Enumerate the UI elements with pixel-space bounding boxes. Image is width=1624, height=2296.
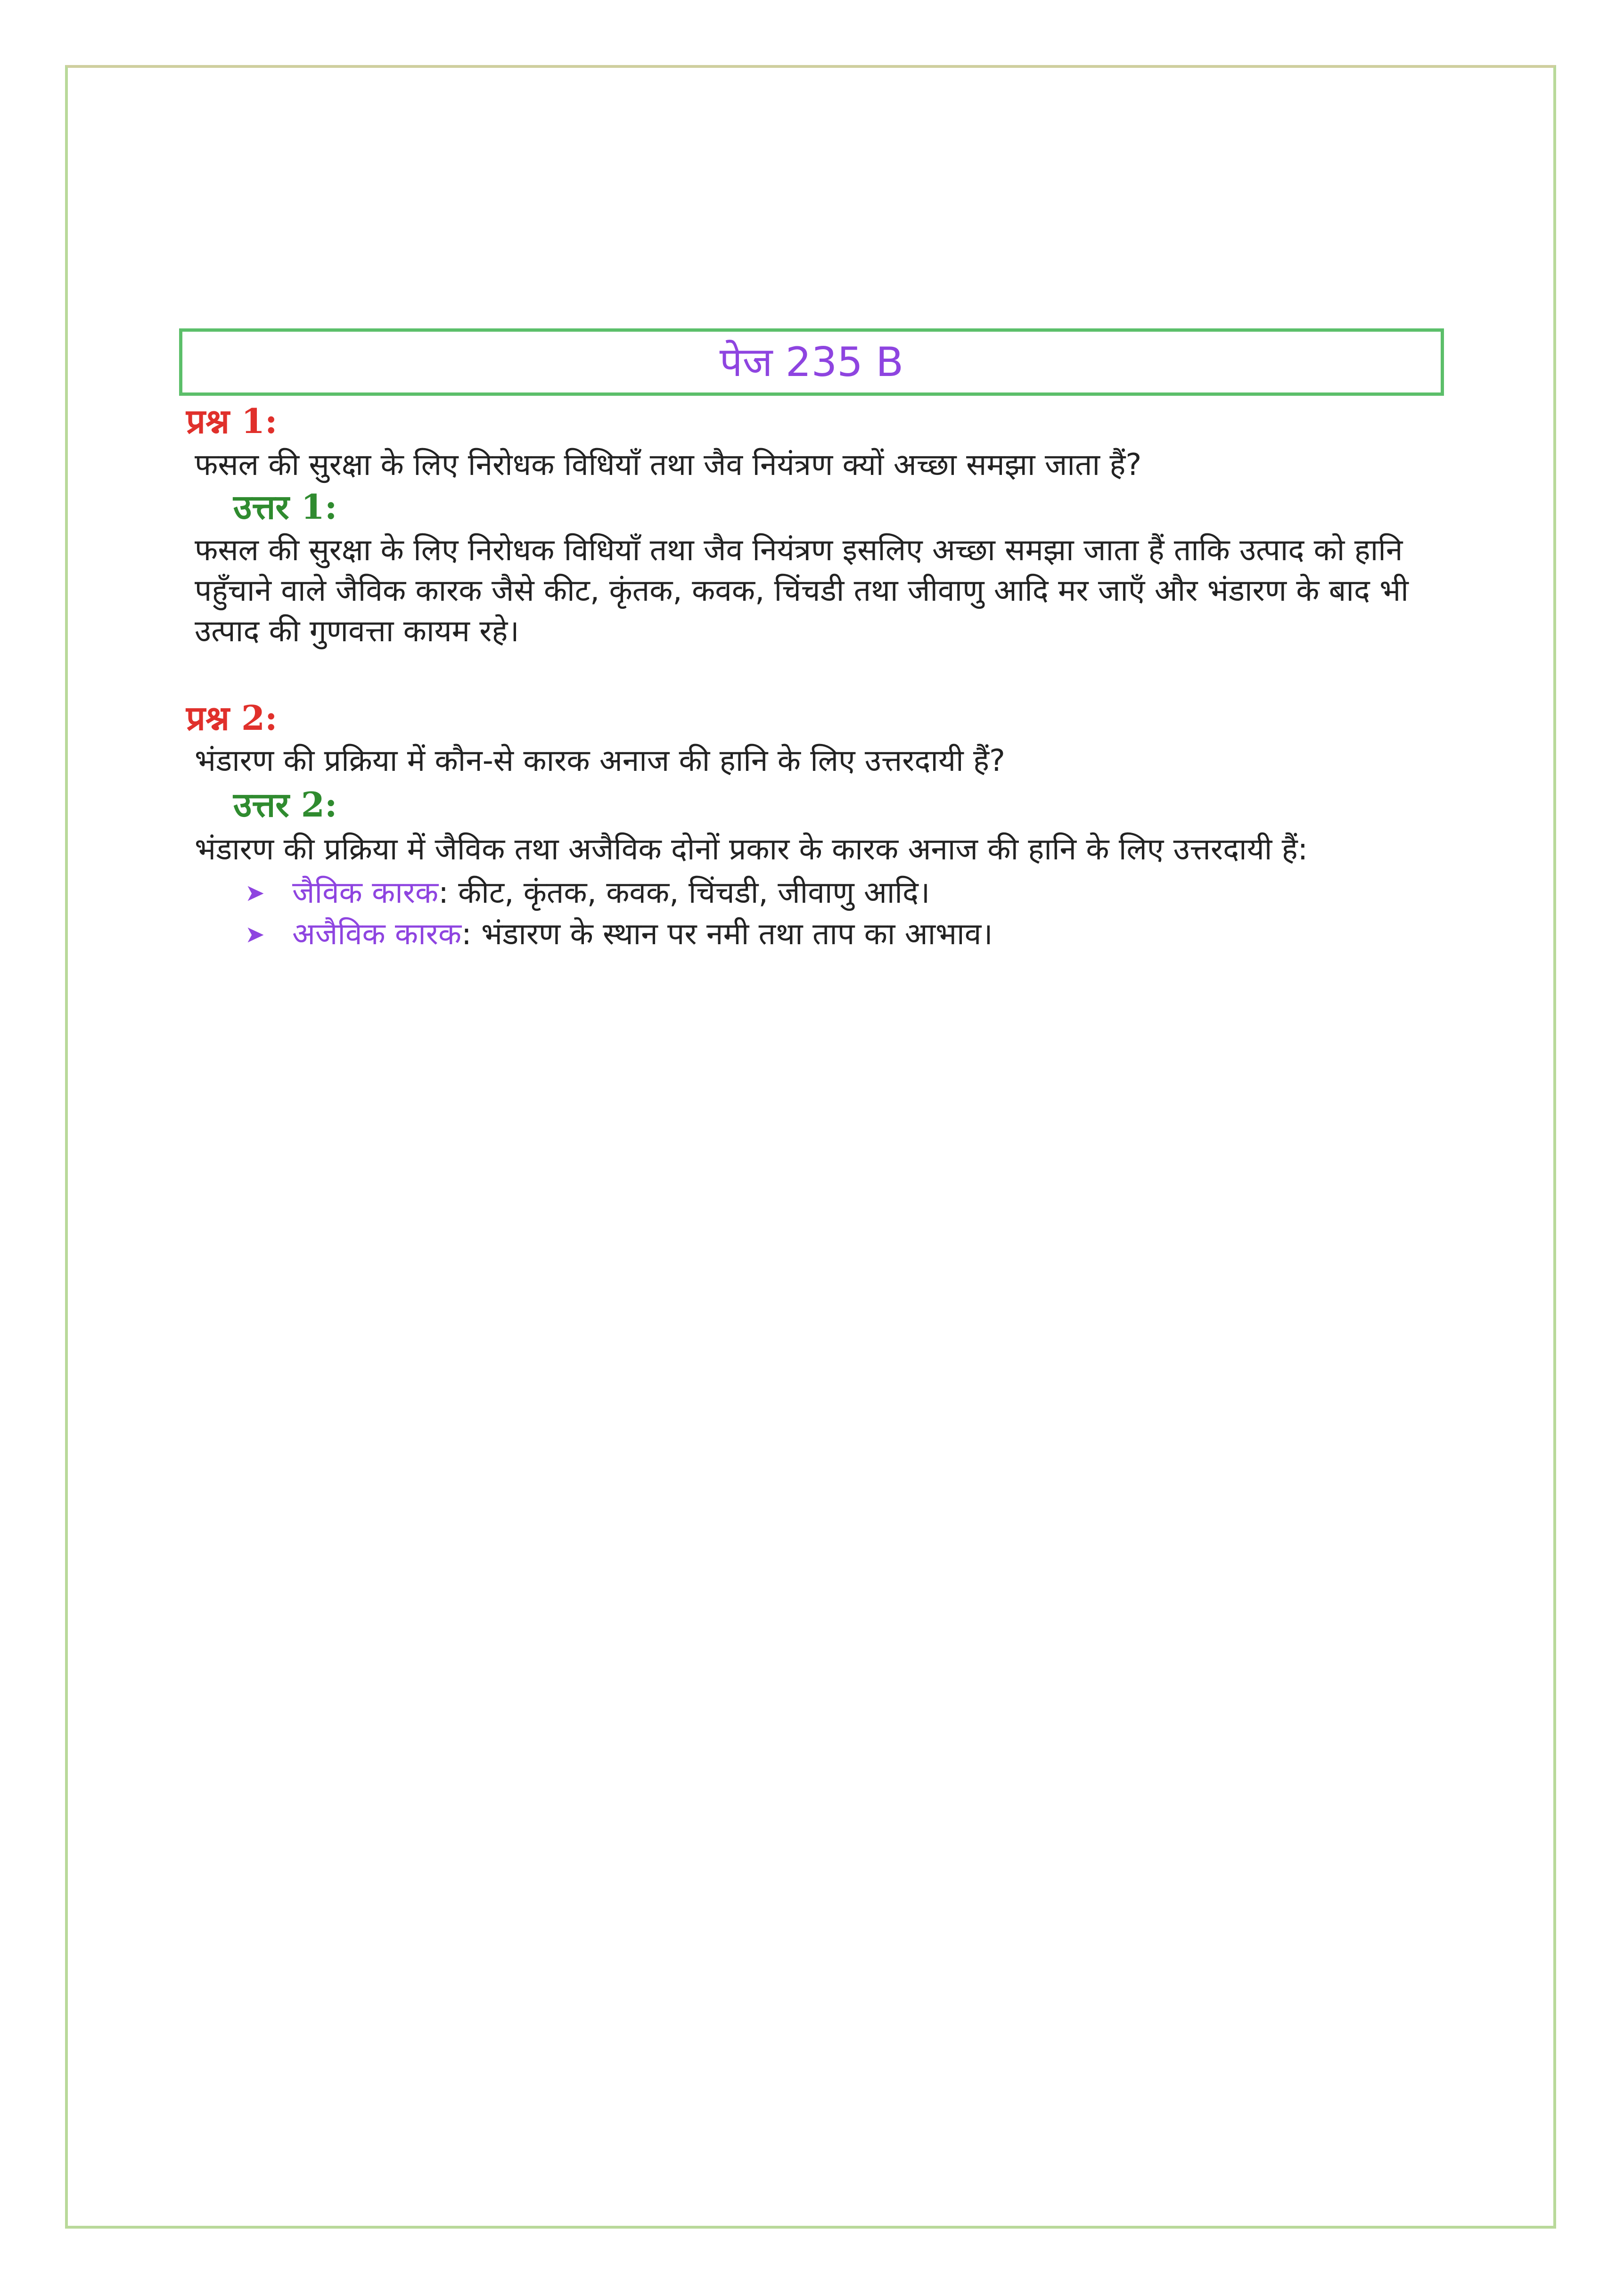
question-1-label: प्रश्न 1: (186, 401, 278, 441)
question-2-label: प्रश्न 2: (186, 698, 278, 738)
bullet-term: अजैविक कारक (292, 917, 462, 952)
answer-1-label: उत्तर 1: (233, 487, 337, 527)
answer-2-label: उत्तर 2: (233, 784, 337, 825)
list-item (245, 914, 993, 956)
arrow-bullet-icon: ➤ (245, 879, 265, 907)
page-title-box (179, 328, 1444, 396)
answer-1-text: फसल की सुरक्षा के लिए निरोधक विधियाँ तथा जैव नियंत्रण इसलिए अच्छा समझा जाता हैं ताकि उत्पाद को हानि पहुँचाने वाले जैविक कारक जैसे कीट, कृंतक, कवक, चिंचडी तथा जीवाणु आदि मर जाएँ और भंडारण के बाद भी उत्पाद की गुणवत्ता कायम रहे। (195, 533, 1409, 649)
question-2-text: भंडारण की प्रक्रिया में कौन-से कारक अनाज की हानि के लिए उत्तरदायी हैं? (195, 744, 1005, 778)
bullet-text: : भंडारण के स्थान पर नमी तथा ताप का आभाव। (461, 917, 993, 952)
list-item (245, 873, 993, 914)
bullet-text: : कीट, कृंतक, कवक, चिंचडी, जीवाणु आदि। (438, 875, 930, 910)
question-1-text: फसल की सुरक्षा के लिए निरोधक विधियाँ तथा जैव नियंत्रण क्यों अच्छा समझा जाता हैं? (195, 448, 1142, 482)
bullet-term: जैविक कारक (292, 875, 439, 910)
answer-2-bullet-list (245, 873, 993, 956)
page-title: पेज 235 B (719, 338, 904, 386)
arrow-bullet-icon: ➤ (245, 921, 265, 948)
answer-2-text: भंडारण की प्रक्रिया में जैविक तथा अजैविक दोनों प्रकार के कारक अनाज की हानि के लिए उत्तरदायी हैं: (195, 832, 1308, 867)
